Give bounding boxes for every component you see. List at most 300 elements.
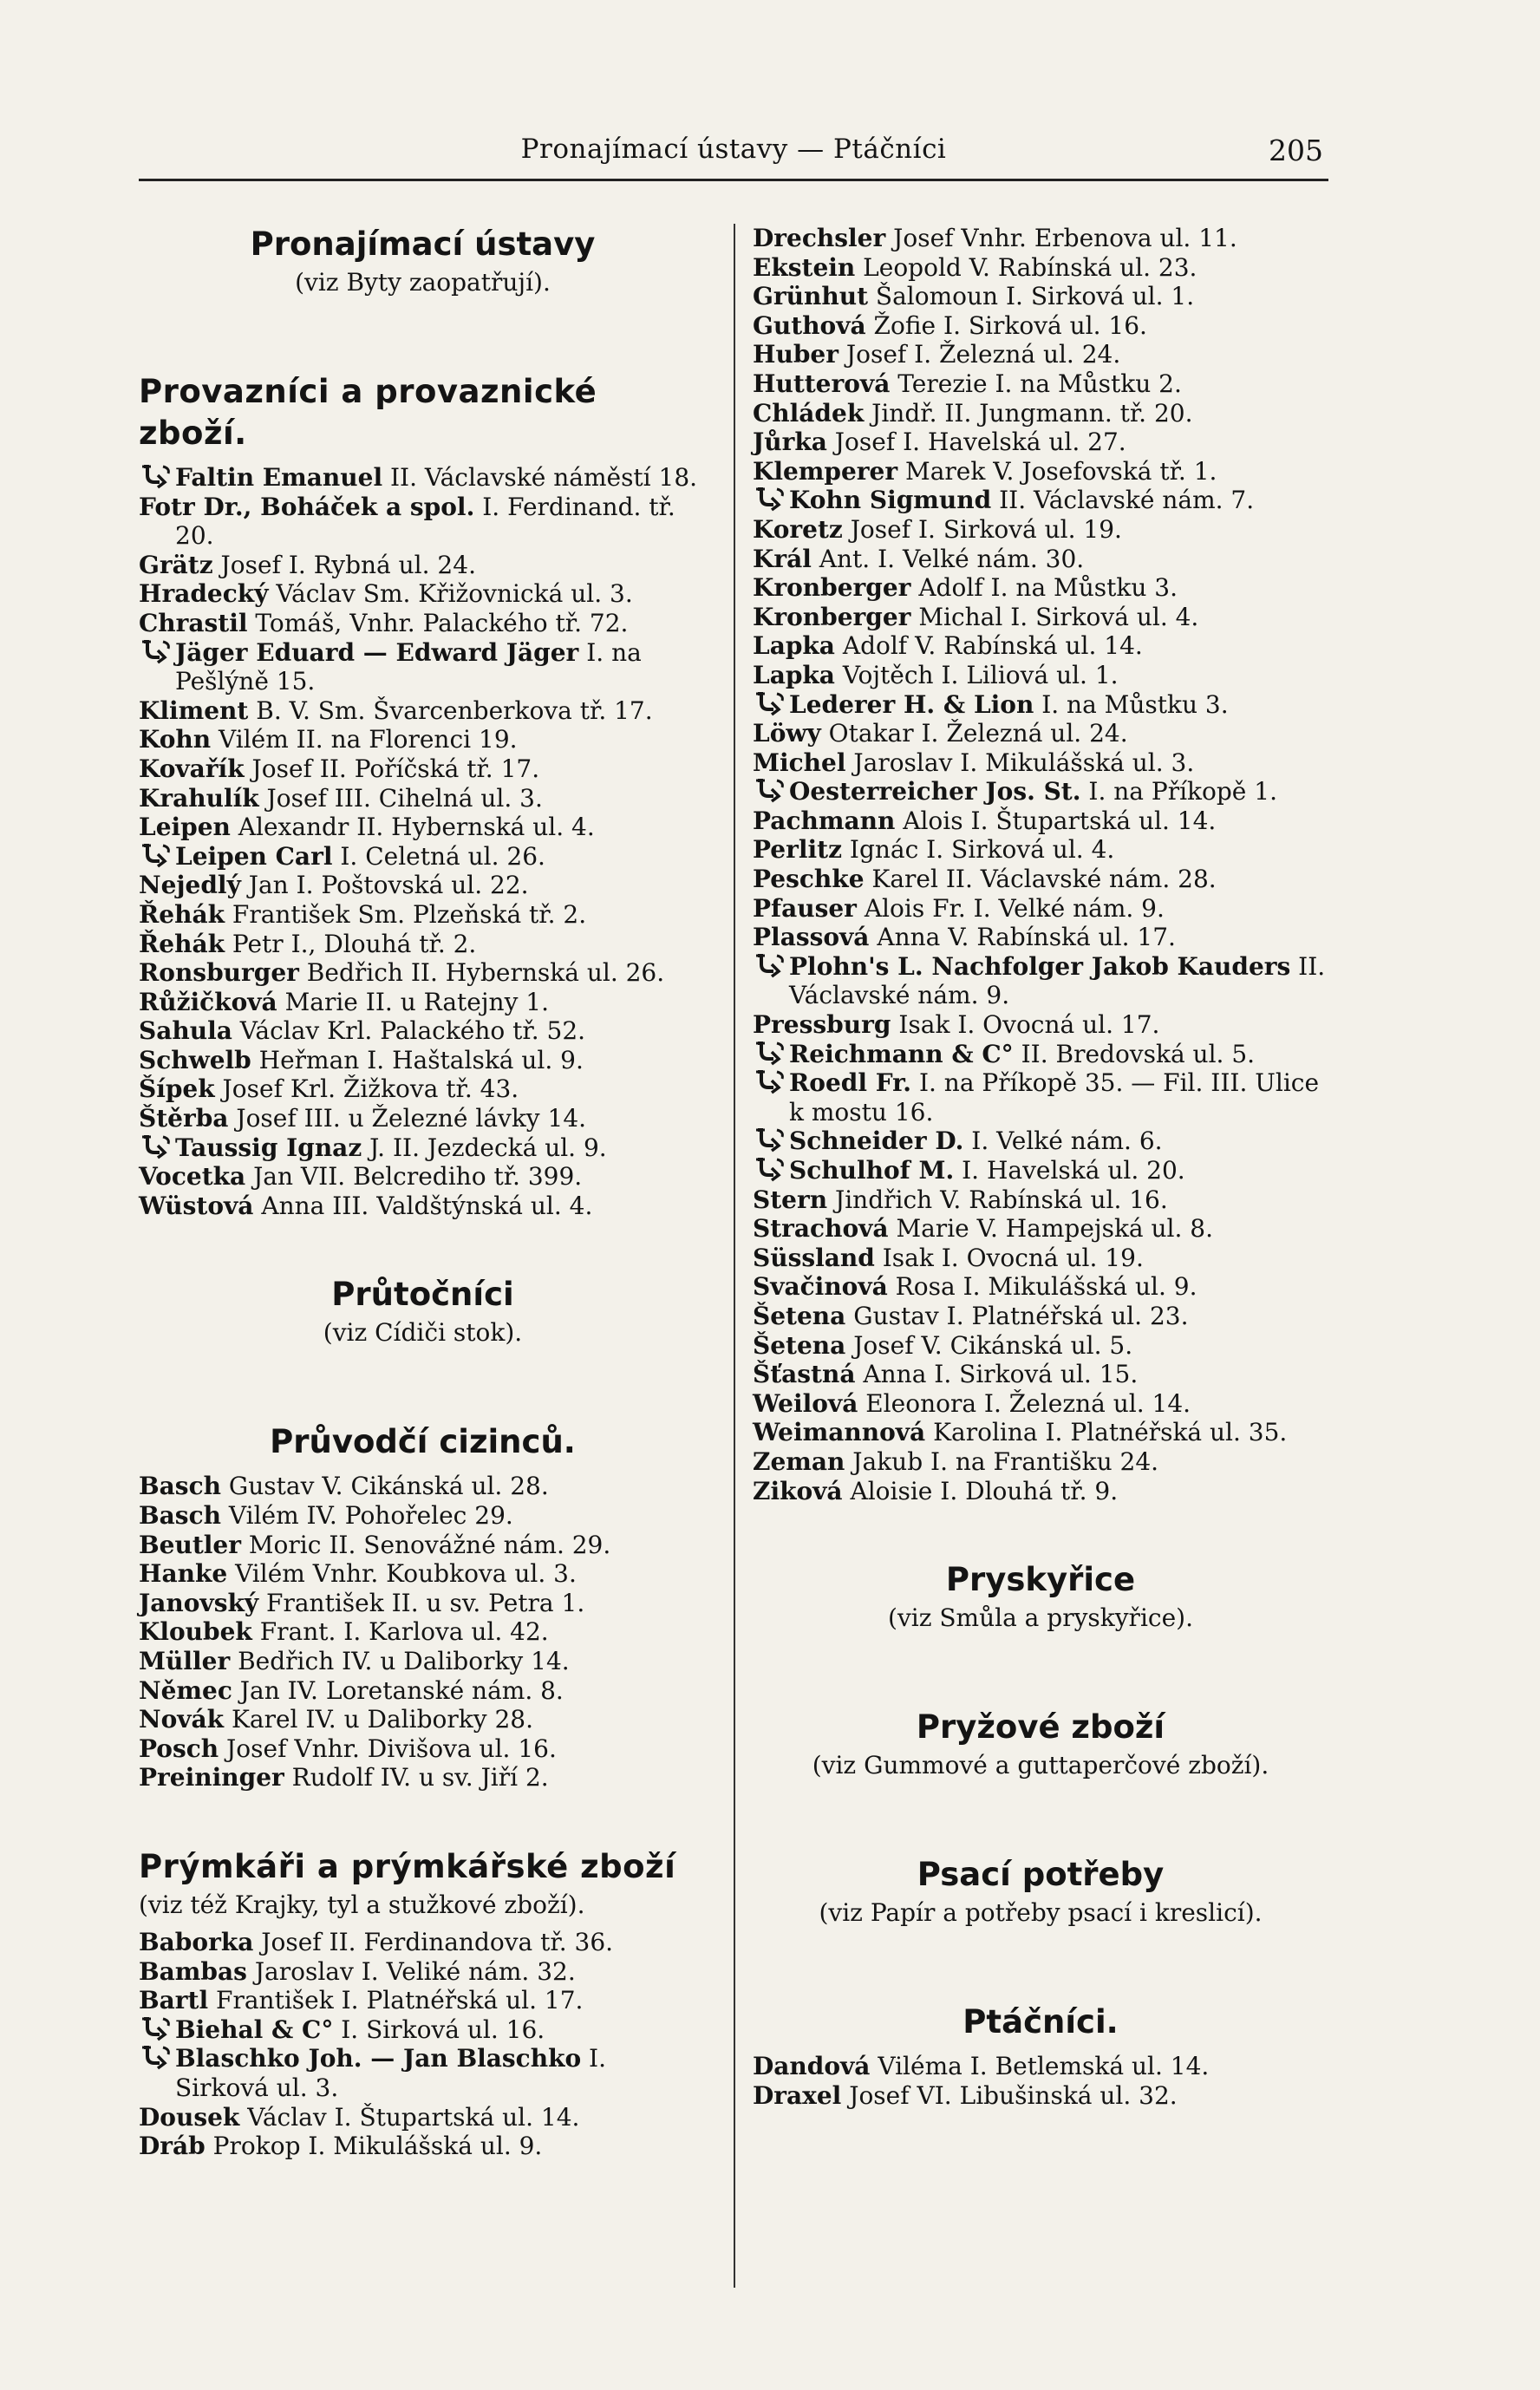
directory-entry	[139, 1559, 707, 1589]
section-heading: Pryskyřice	[945, 1561, 1136, 1599]
entry-address: Josef II. Poříčská tř. 17.	[244, 754, 540, 783]
directory-entry	[753, 631, 1328, 661]
entry-name: Lapka	[753, 660, 835, 689]
entry-address: Frant. I. Karlova ul. 42.	[251, 1617, 549, 1647]
entry-address: II. Bredovská ul. 5.	[1013, 1039, 1256, 1068]
entry-name: Kloubek	[139, 1617, 252, 1647]
section-heading: Ptáčníci.	[962, 2003, 1119, 2041]
entry-address: Karel II. Václavské nám. 28.	[864, 865, 1217, 894]
entry-address: Václav Krl. Palackého tř. 52.	[232, 1016, 586, 1046]
entry-address: II. Václavské nám. 9.	[789, 951, 1326, 1010]
entry-address: Leopold V. Rabínská ul. 23.	[855, 252, 1197, 282]
section-gap	[753, 1505, 1328, 1559]
directory-entry	[753, 1302, 1328, 1331]
entry-name: Kliment	[139, 695, 249, 725]
entry-name: Novák	[139, 1705, 225, 1734]
directory-entry	[753, 2081, 1328, 2111]
entry-address: Vilém IV. Pohořelec 29.	[220, 1501, 513, 1531]
entry-address: I. na Příkopě 1.	[1080, 777, 1277, 806]
entry-name: Řehák	[139, 899, 225, 929]
anchor-icon	[139, 463, 175, 489]
directory-entry	[139, 958, 707, 988]
entry-address: Josef I. Rybná ul. 24.	[212, 550, 476, 579]
entry-name: Taussig Ignaz	[175, 1133, 362, 1162]
entry-name: Ekstein	[753, 252, 856, 282]
directory-entry	[139, 1531, 707, 1560]
entry-name: Weimannová	[753, 1418, 926, 1447]
entry-name: Schwelb	[139, 1045, 251, 1074]
section-heading: Pryžové zboží	[916, 1708, 1165, 1747]
entry-address: Prokop I. Mikulášská ul. 9.	[205, 2132, 543, 2161]
entry-address: Bedřich IV. u Daliborky 14.	[230, 1647, 570, 1675]
directory-entry	[753, 515, 1328, 545]
section-heading: Provazníci a provaznické zboží.	[139, 373, 597, 452]
anchor-icon	[753, 1068, 789, 1094]
entry-address: Tomáš, Vnhr. Palackého tř. 72.	[247, 608, 629, 637]
directory-entry	[139, 1472, 707, 1501]
directory-entry	[139, 988, 707, 1017]
entry-address: Václav I. Štupartská ul. 14.	[239, 2102, 580, 2132]
directory-entry	[753, 1156, 1328, 1185]
directory-entry	[139, 1617, 707, 1647]
entry-address: Gustav V. Cikánská ul. 28.	[220, 1472, 549, 1501]
entry-address: Josef Vnhr. Divišova ul. 16.	[219, 1734, 557, 1763]
directory-entry	[753, 311, 1328, 341]
entry-name: Stern	[753, 1185, 828, 1214]
entry-name: Pfauser	[753, 893, 857, 923]
section-gap	[139, 1220, 707, 1274]
section-gap	[139, 1368, 707, 1421]
section-gap	[139, 317, 707, 371]
directory-entry	[753, 399, 1328, 428]
entry-name: Grünhut	[753, 282, 869, 311]
entry-name: Schulhof M.	[789, 1156, 955, 1185]
section-note: (viz Byty zaopatřují).	[295, 268, 551, 297]
entry-address: I. na Příkopě 35. — Fil. III. Ulice k mostu 16.	[789, 1068, 1320, 1126]
heading-spacer	[139, 1463, 707, 1472]
entry-name: Hradecký	[139, 579, 269, 609]
entry-name: Basch	[139, 1472, 221, 1501]
entry-address: Vojtěch I. Liliová ul. 1.	[834, 660, 1119, 689]
directory-entry	[753, 835, 1328, 865]
directory-entry	[753, 1126, 1328, 1156]
directory-entry	[753, 545, 1328, 574]
entry-address: Viléma I. Betlemská ul. 14.	[870, 2052, 1210, 2081]
directory-entry	[139, 784, 707, 813]
directory-entry	[753, 1418, 1328, 1447]
entry-name: Řehák	[139, 929, 225, 958]
section-note: (viz Gummové a guttaperčové zboží).	[812, 1751, 1269, 1780]
directory-entry	[139, 1501, 707, 1531]
entry-address: Jindř. II. Jungmann. tř. 20.	[864, 398, 1193, 428]
entry-name: Dráb	[139, 2132, 206, 2161]
directory-entry	[753, 748, 1328, 778]
anchor-icon	[139, 842, 175, 868]
directory-entry	[139, 638, 707, 696]
entry-name: Jůrka	[753, 428, 827, 457]
entry-address: Aloisie I. Dlouhá tř. 9.	[842, 1476, 1119, 1505]
entry-address: Rosa I. Mikulášská ul. 9.	[887, 1272, 1197, 1302]
entry-name: Oesterreicher Jos. St.	[789, 777, 1081, 806]
directory-entry	[139, 551, 707, 580]
entry-name: Drechsler	[753, 224, 886, 252]
directory-entry	[139, 1676, 707, 1706]
entry-address: František I. Platnéřská ul. 17.	[208, 1986, 584, 2015]
entry-name: Basch	[139, 1501, 221, 1531]
entry-address: Petr I., Dlouhá tř. 2.	[224, 929, 477, 958]
directory-entry	[139, 1016, 707, 1046]
entry-address: František Sm. Plzeňská tř. 2.	[224, 899, 587, 929]
directory-entry	[139, 609, 707, 638]
entry-address: Michal I. Sirková ul. 4.	[910, 602, 1199, 631]
entry-name: Löwy	[753, 719, 821, 748]
entry-address: Marie II. u Ratejny 1.	[277, 987, 550, 1016]
entry-name: Posch	[139, 1734, 219, 1763]
entry-name: Kovařík	[139, 754, 245, 783]
section-gap	[139, 1792, 707, 1846]
page-number: 205	[1269, 134, 1323, 167]
entry-address: I. na Můstku 3.	[1034, 689, 1229, 719]
entry-address: Jan VII. Belcrediho tř. 399.	[245, 1162, 583, 1192]
entry-address: Anna I. Sirková ul. 15.	[855, 1360, 1139, 1389]
anchor-icon	[753, 777, 789, 803]
entry-name: Bartl	[139, 1986, 209, 2015]
entry-name: Wüstová	[139, 1191, 254, 1220]
entry-address: Otakar I. Železná ul. 24.	[820, 719, 1128, 748]
directory-entry	[753, 719, 1328, 748]
directory-entry	[139, 1957, 707, 1987]
entry-name: Ronsburger	[139, 958, 299, 988]
directory-entry	[139, 1192, 707, 1221]
entry-address: Moric II. Senovážné nám. 29.	[240, 1530, 611, 1559]
directory-entry	[753, 486, 1328, 515]
directory-entry	[753, 923, 1328, 952]
entry-address: Jaroslav I. Mikulášská ul. 3.	[845, 748, 1195, 777]
heading-spacer	[753, 2043, 1328, 2052]
entry-address: Josef II. Ferdinandova tř. 36.	[253, 1927, 614, 1956]
entry-name: Lapka	[753, 631, 835, 661]
anchor-icon	[139, 2015, 175, 2041]
directory-entry	[753, 224, 1328, 253]
entry-address: Josef V. Cikánská ul. 5.	[845, 1330, 1133, 1360]
entry-address: Rudolf IV. u sv. Jiří 2.	[284, 1763, 549, 1792]
entry-address: František II. u sv. Petra 1.	[258, 1588, 585, 1617]
entry-name: Dandová	[753, 2052, 871, 2081]
entry-address: Isak I. Ovocná ul. 17.	[891, 1010, 1160, 1040]
directory-entry	[753, 1185, 1328, 1215]
directory-entry	[753, 952, 1328, 1010]
directory-entry	[139, 1986, 707, 2015]
directory-entry	[753, 894, 1328, 924]
section-heading: Průtočníci	[331, 1276, 514, 1314]
entry-name: Weilová	[753, 1388, 858, 1418]
entry-name: Kronberger	[753, 573, 911, 603]
entry-address: Šalomoun I. Sirková ul. 1.	[868, 282, 1195, 311]
directory-entry	[139, 754, 707, 784]
entry-address: Ignác I. Sirková ul. 4.	[841, 835, 1115, 865]
entry-name: Kohn Sigmund	[789, 486, 992, 515]
directory-entry	[139, 842, 707, 872]
directory-entry	[753, 661, 1328, 690]
anchor-icon	[753, 690, 789, 716]
directory-entry	[139, 2103, 707, 2132]
entry-address: Josef VI. Libušinská ul. 32.	[841, 2080, 1178, 2110]
entry-name: Blaschko Joh. — Jan Blaschko	[175, 2044, 582, 2073]
directory-entry	[753, 369, 1328, 399]
entry-name: Plassová	[753, 923, 870, 952]
entry-address: Alois I. Štupartská ul. 14.	[895, 806, 1217, 835]
entry-name: Grätz	[139, 550, 213, 579]
entry-address: I. Celetná ul. 26.	[332, 841, 545, 871]
entry-name: Fotr Dr., Boháček a spol.	[139, 492, 475, 521]
column-divider	[734, 224, 735, 2288]
directory-entry	[753, 282, 1328, 311]
entry-name: Chládek	[753, 398, 865, 428]
entry-address: Anna III. Valdštýnská ul. 4.	[253, 1191, 593, 1220]
entry-address: Alexandr II. Hybernská ul. 4.	[230, 813, 595, 842]
entry-address: Karolina I. Platnéřská ul. 35.	[925, 1418, 1288, 1447]
entry-address: Josef Vnhr. Erbenova ul. 11.	[885, 224, 1237, 252]
section-gap	[753, 1800, 1328, 1854]
entry-address: Adolf I. na Můstku 3.	[910, 573, 1178, 603]
entry-address: Marie V. Hampejská ul. 8.	[888, 1214, 1214, 1244]
directory-entry	[139, 493, 707, 551]
entry-name: Vocetka	[139, 1162, 246, 1192]
entry-address: Josef I. Železná ul. 24.	[838, 340, 1121, 369]
entry-name: Roedl Fr.	[789, 1068, 912, 1098]
directory-entry	[753, 1389, 1328, 1419]
entry-name: Faltin Emanuel	[175, 463, 383, 492]
section-note: (viz Cídiči stok).	[323, 1318, 523, 1348]
entry-name: Schneider D.	[789, 1126, 964, 1156]
entry-address: I. Sirková ul. 16.	[333, 2015, 545, 2044]
directory-entry	[753, 1214, 1328, 1244]
section-gap	[753, 1948, 1328, 2001]
section-heading: Psací potřeby	[917, 1856, 1165, 1894]
entry-address: Vilém Vnhr. Koubkova ul. 3.	[227, 1559, 577, 1589]
entry-address: Ant. I. Velké nám. 30.	[811, 544, 1085, 573]
entry-address: I. Velké nám. 6.	[963, 1126, 1163, 1156]
entry-address: II. Václavské náměstí 18.	[382, 463, 698, 492]
entry-address: I. Ferdinand. tř. 20.	[175, 492, 675, 551]
directory-entry	[753, 865, 1328, 894]
entry-address: Jan I. Poštovská ul. 22.	[240, 871, 529, 900]
directory-entry	[753, 690, 1328, 720]
directory-entry	[753, 1244, 1328, 1273]
anchor-icon	[139, 1133, 175, 1159]
entry-name: Draxel	[753, 2080, 842, 2110]
entry-name: Šetena	[753, 1330, 846, 1360]
directory-entry	[139, 1046, 707, 1075]
entry-address: Karel IV. u Daliborky 28.	[224, 1705, 533, 1734]
entry-name: Hutterová	[753, 369, 891, 398]
entry-address: Jan IV. Loretanské nám. 8.	[232, 1675, 564, 1705]
right-column	[753, 224, 1328, 2110]
directory-entry	[753, 428, 1328, 457]
entry-address: Alois Fr. I. Velké nám. 9.	[856, 893, 1165, 923]
entry-name: Preininger	[139, 1763, 284, 1792]
entry-name: Růžičková	[139, 987, 277, 1016]
entry-name: Guthová	[753, 310, 866, 340]
anchor-icon	[753, 486, 789, 512]
entry-name: Šípek	[139, 1074, 215, 1104]
entry-address: Žofie I. Sirková ul. 16.	[865, 310, 1147, 340]
entry-name: Plohn's L. Nachfolger Jakob Kauders	[789, 951, 1291, 981]
section-gap	[753, 1653, 1328, 1707]
entry-name: Ziková	[753, 1476, 843, 1505]
entry-name: Šťastná	[753, 1360, 856, 1389]
entry-address: Václav Sm. Křižovnická ul. 3.	[268, 579, 633, 609]
directory-entry	[753, 1360, 1328, 1389]
entry-name: Huber	[753, 340, 839, 369]
directory-entry	[139, 579, 707, 609]
anchor-icon	[753, 1126, 789, 1153]
entry-address: Jakub I. na Františku 24.	[845, 1446, 1159, 1476]
directory-entry	[753, 1040, 1328, 1069]
directory-entry	[139, 1074, 707, 1104]
anchor-icon	[753, 1040, 789, 1066]
entry-name: Němec	[139, 1675, 232, 1705]
entry-address: Josef Krl. Žižkova tř. 43.	[214, 1074, 519, 1104]
entry-address: Terezie I. na Můstku 2.	[890, 369, 1182, 398]
entry-name: Müller	[139, 1647, 231, 1675]
entry-name: Beutler	[139, 1530, 241, 1559]
section-note: (viz též Krajky, tyl a stužkové zboží).	[139, 1890, 585, 1919]
directory-entry	[139, 1162, 707, 1192]
entry-name: Kohn	[139, 725, 212, 754]
directory-entry	[753, 1010, 1328, 1040]
entry-address: Anna V. Rabínská ul. 17.	[869, 923, 1176, 952]
anchor-icon	[139, 2044, 175, 2070]
left-column	[139, 224, 707, 2161]
entry-name: Klemperer	[753, 456, 898, 486]
entry-address: B. V. Sm. Švarcenberkova tř. 17.	[248, 695, 653, 725]
entry-address: Josef III. Cihelná ul. 3.	[258, 783, 543, 813]
directory-entry	[139, 1734, 707, 1764]
section-heading: Pronajímací ústavy	[250, 225, 596, 263]
entry-name: Svačinová	[753, 1272, 888, 1302]
directory-entry	[139, 1763, 707, 1792]
directory-entry	[753, 2052, 1328, 2081]
entry-address: Vilém II. na Florenci 19.	[211, 725, 518, 754]
entry-name: Peschke	[753, 865, 865, 894]
directory-entry	[139, 1589, 707, 1618]
entry-name: Šetena	[753, 1301, 846, 1330]
entry-name: Zeman	[753, 1446, 845, 1476]
entry-address: Eleonora I. Železná ul. 14.	[858, 1388, 1191, 1418]
directory-entry	[139, 463, 707, 493]
entry-name: Perlitz	[753, 835, 842, 865]
directory-entry	[139, 725, 707, 754]
anchor-icon	[753, 1156, 789, 1182]
anchor-icon	[753, 952, 789, 978]
entry-name: Štěrba	[139, 1104, 229, 1133]
entry-name: Kronberger	[753, 602, 911, 631]
entry-name: Strachová	[753, 1214, 889, 1244]
entry-name: Biehal & C°	[175, 2015, 334, 2044]
directory-entry	[139, 2132, 707, 2161]
directory-entry	[753, 1447, 1328, 1477]
directory-entry	[139, 1104, 707, 1133]
section-heading: Průvodčí cizinců.	[270, 1423, 576, 1461]
directory-entry	[753, 573, 1328, 603]
directory-entry	[753, 253, 1328, 283]
entry-address: II. Václavské nám. 7.	[991, 486, 1255, 515]
directory-entry	[753, 457, 1328, 486]
entry-name: Jäger Eduard — Edward Jäger	[175, 637, 579, 667]
entry-address: Bedřich II. Hybernská ul. 26.	[298, 958, 665, 988]
entry-name: Michel	[753, 748, 846, 777]
section-note: (viz Papír a potřeby psací i kreslicí).	[819, 1898, 1263, 1928]
entry-address: Isak I. Ovocná ul. 19.	[874, 1243, 1144, 1272]
entry-name: Pressburg	[753, 1010, 891, 1040]
entry-name: Pachmann	[753, 806, 896, 835]
directory-entry	[139, 813, 707, 842]
entry-name: Baborka	[139, 1927, 254, 1956]
entry-address: Gustav I. Platnéřská ul. 23.	[845, 1301, 1189, 1330]
entry-address: Josef III. u Železné lávky 14.	[228, 1104, 587, 1133]
entry-address: J. II. Jezdecká ul. 9.	[362, 1133, 607, 1162]
entry-name: Krahulík	[139, 783, 259, 813]
entry-name: Dousek	[139, 2102, 240, 2132]
entry-name: Bambas	[139, 1956, 247, 1986]
entry-name: Lederer H. & Lion	[789, 689, 1034, 719]
entry-address: I. Havelská ul. 20.	[954, 1156, 1185, 1185]
heading-spacer	[139, 454, 707, 463]
entry-address: Jaroslav I. Veliké nám. 32.	[246, 1956, 576, 1986]
directory-entry	[753, 340, 1328, 369]
directory-entry	[139, 1705, 707, 1734]
running-header	[139, 130, 1328, 181]
directory-entry	[753, 1477, 1328, 1506]
entry-name: Král	[753, 544, 812, 573]
directory-entry	[139, 1647, 707, 1676]
entry-name: Reichmann & C°	[789, 1039, 1014, 1068]
directory-entry	[139, 696, 707, 726]
entry-address: Heřman I. Haštalská ul. 9.	[251, 1045, 584, 1074]
entry-name: Sahula	[139, 1016, 232, 1046]
directory-entry	[753, 777, 1328, 806]
directory-entry	[753, 1068, 1328, 1126]
entry-name: Leipen Carl	[175, 841, 333, 871]
directory-entry	[139, 1133, 707, 1163]
entry-address: Josef I. Sirková ul. 19.	[842, 514, 1122, 544]
entry-address: Jindřich V. Rabínská ul. 16.	[827, 1185, 1168, 1214]
entry-address: I. Sirková ul. 3.	[175, 2044, 607, 2102]
directory-entry	[139, 2044, 707, 2102]
directory-entry	[139, 1928, 707, 1957]
directory-entry	[753, 1272, 1328, 1302]
section-heading: Prýmkáři a prýmkářské zboží	[139, 1847, 676, 1885]
directory-entry	[139, 2015, 707, 2045]
entry-address: Marek V. Josefovská tř. 1.	[897, 456, 1217, 486]
directory-entry	[753, 806, 1328, 836]
entry-address: Adolf V. Rabínská ul. 14.	[834, 631, 1143, 661]
entry-name: Chrastil	[139, 608, 248, 637]
anchor-icon	[139, 638, 175, 664]
entry-name: Koretz	[753, 514, 843, 544]
entry-name: Nejedlý	[139, 871, 241, 900]
running-title: Pronajímací ústavy — Ptáčníci	[520, 134, 947, 165]
directory-entry	[753, 1331, 1328, 1361]
entry-address: Josef I. Havelská ul. 27.	[826, 428, 1126, 457]
entry-name: Süssland	[753, 1243, 875, 1272]
entry-name: Hanke	[139, 1559, 228, 1589]
section-note: (viz Smůla a pryskyřice).	[888, 1603, 1193, 1633]
entry-address: I. na Pešlýně 15.	[175, 637, 642, 696]
directory-entry	[139, 930, 707, 959]
directory-entry	[753, 603, 1328, 632]
